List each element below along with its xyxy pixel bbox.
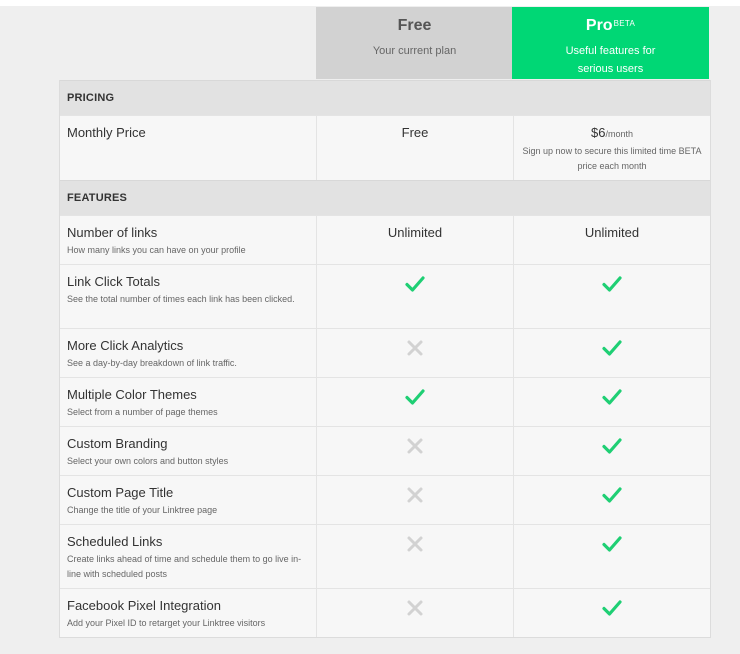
free-cell: [316, 476, 513, 524]
pro-cell: [513, 525, 710, 588]
feature-cell: [60, 378, 316, 426]
check-icon: [601, 598, 623, 618]
table-row: [60, 264, 710, 328]
feature-description: Select your own colors and button styles: [67, 456, 229, 466]
plan-name-pro-text: Pro: [585, 17, 613, 34]
plan-subtitle-pro-line2: serious users: [577, 63, 644, 75]
check-icon: [601, 485, 623, 505]
plan-subtitle-pro: [512, 42, 709, 78]
plan-header-free: [316, 7, 513, 79]
cross-icon: [404, 598, 426, 618]
table-row: [60, 426, 710, 475]
free-cell: [316, 329, 513, 377]
section-header-pricing: PRICING: [60, 80, 710, 115]
feature-value: Unlimited: [584, 225, 640, 240]
pro-cell: [513, 589, 710, 637]
pro-cell: [513, 427, 710, 475]
pro-cell: [513, 116, 710, 180]
feature-title: Number of links: [67, 225, 158, 240]
pro-price-unit: /month: [605, 129, 633, 139]
feature-title: Custom Branding: [67, 436, 168, 451]
feature-description: Add your Pixel ID to retarget your Linktree visitors: [67, 618, 266, 628]
free-cell: [316, 378, 513, 426]
table-row: [60, 377, 710, 426]
feature-title: Facebook Pixel Integration: [67, 598, 221, 613]
pricing-comparison-table: [59, 80, 711, 638]
feature-cell: [60, 589, 316, 637]
free-cell: [316, 265, 513, 328]
feature-title: Link Click Totals: [67, 274, 160, 289]
table-row: [60, 215, 710, 264]
free-price-value: Free: [401, 125, 429, 140]
free-cell: [316, 589, 513, 637]
check-icon: [404, 387, 426, 407]
section-header-features: FEATURES: [60, 180, 710, 215]
table-row: [60, 588, 710, 637]
pro-price-amount: $6: [591, 125, 606, 140]
feature-cell: [60, 216, 316, 264]
free-cell: [316, 116, 513, 180]
feature-title: Monthly Price: [67, 125, 146, 140]
feature-title: Custom Page Title: [67, 485, 174, 500]
feature-description: Create links ahead of time and schedule them to go live in-line with scheduled posts: [67, 554, 302, 579]
pro-price: [514, 125, 710, 142]
plan-subtitle-free: Your current plan: [372, 45, 457, 57]
pro-cell: [513, 329, 710, 377]
feature-value: Unlimited: [387, 225, 443, 240]
feature-description: See a day-by-day breakdown of link traffic.: [67, 358, 237, 368]
table-row: [60, 475, 710, 524]
beta-badge: BETA: [613, 19, 636, 28]
table-row: [60, 328, 710, 377]
feature-description: See the total number of times each link has been clicked.: [67, 294, 295, 304]
check-icon: [601, 338, 623, 358]
feature-cell: [60, 476, 316, 524]
pro-cell: [513, 265, 710, 328]
feature-description: Change the title of your Linktree page: [67, 505, 218, 515]
plan-header-pro[interactable]: [512, 7, 709, 79]
feature-cell: [60, 265, 316, 328]
table-row-monthly-price: [60, 115, 710, 180]
check-icon: [601, 534, 623, 554]
pro-cell: [513, 216, 710, 264]
feature-title: Scheduled Links: [67, 534, 163, 549]
feature-rows: [60, 215, 710, 637]
cross-icon: [404, 436, 426, 456]
check-icon: [404, 274, 426, 294]
check-icon: [601, 274, 623, 294]
feature-title: More Click Analytics: [67, 338, 184, 353]
feature-cell: [60, 329, 316, 377]
free-cell: [316, 427, 513, 475]
feature-cell: [60, 427, 316, 475]
feature-title: Multiple Color Themes: [67, 387, 197, 402]
top-strip: [0, 0, 740, 6]
pro-cell: [513, 476, 710, 524]
table-row: [60, 524, 710, 588]
cross-icon: [404, 534, 426, 554]
cross-icon: [404, 485, 426, 505]
cross-icon: [404, 338, 426, 358]
free-cell: [316, 525, 513, 588]
feature-cell: [60, 116, 316, 180]
feature-cell: [60, 525, 316, 588]
feature-description: Select from a number of page themes: [67, 407, 218, 417]
plan-name-free: Free: [397, 17, 432, 34]
check-icon: [601, 387, 623, 407]
plan-name-pro: [512, 17, 709, 35]
pro-cell: [513, 378, 710, 426]
feature-description: How many links you can have on your profile: [67, 245, 246, 255]
pro-price-note: Sign up now to secure this limited time BETA price each month: [522, 146, 702, 171]
check-icon: [601, 436, 623, 456]
free-cell: [316, 216, 513, 264]
plan-subtitle-pro-line1: Useful features for: [565, 45, 656, 57]
